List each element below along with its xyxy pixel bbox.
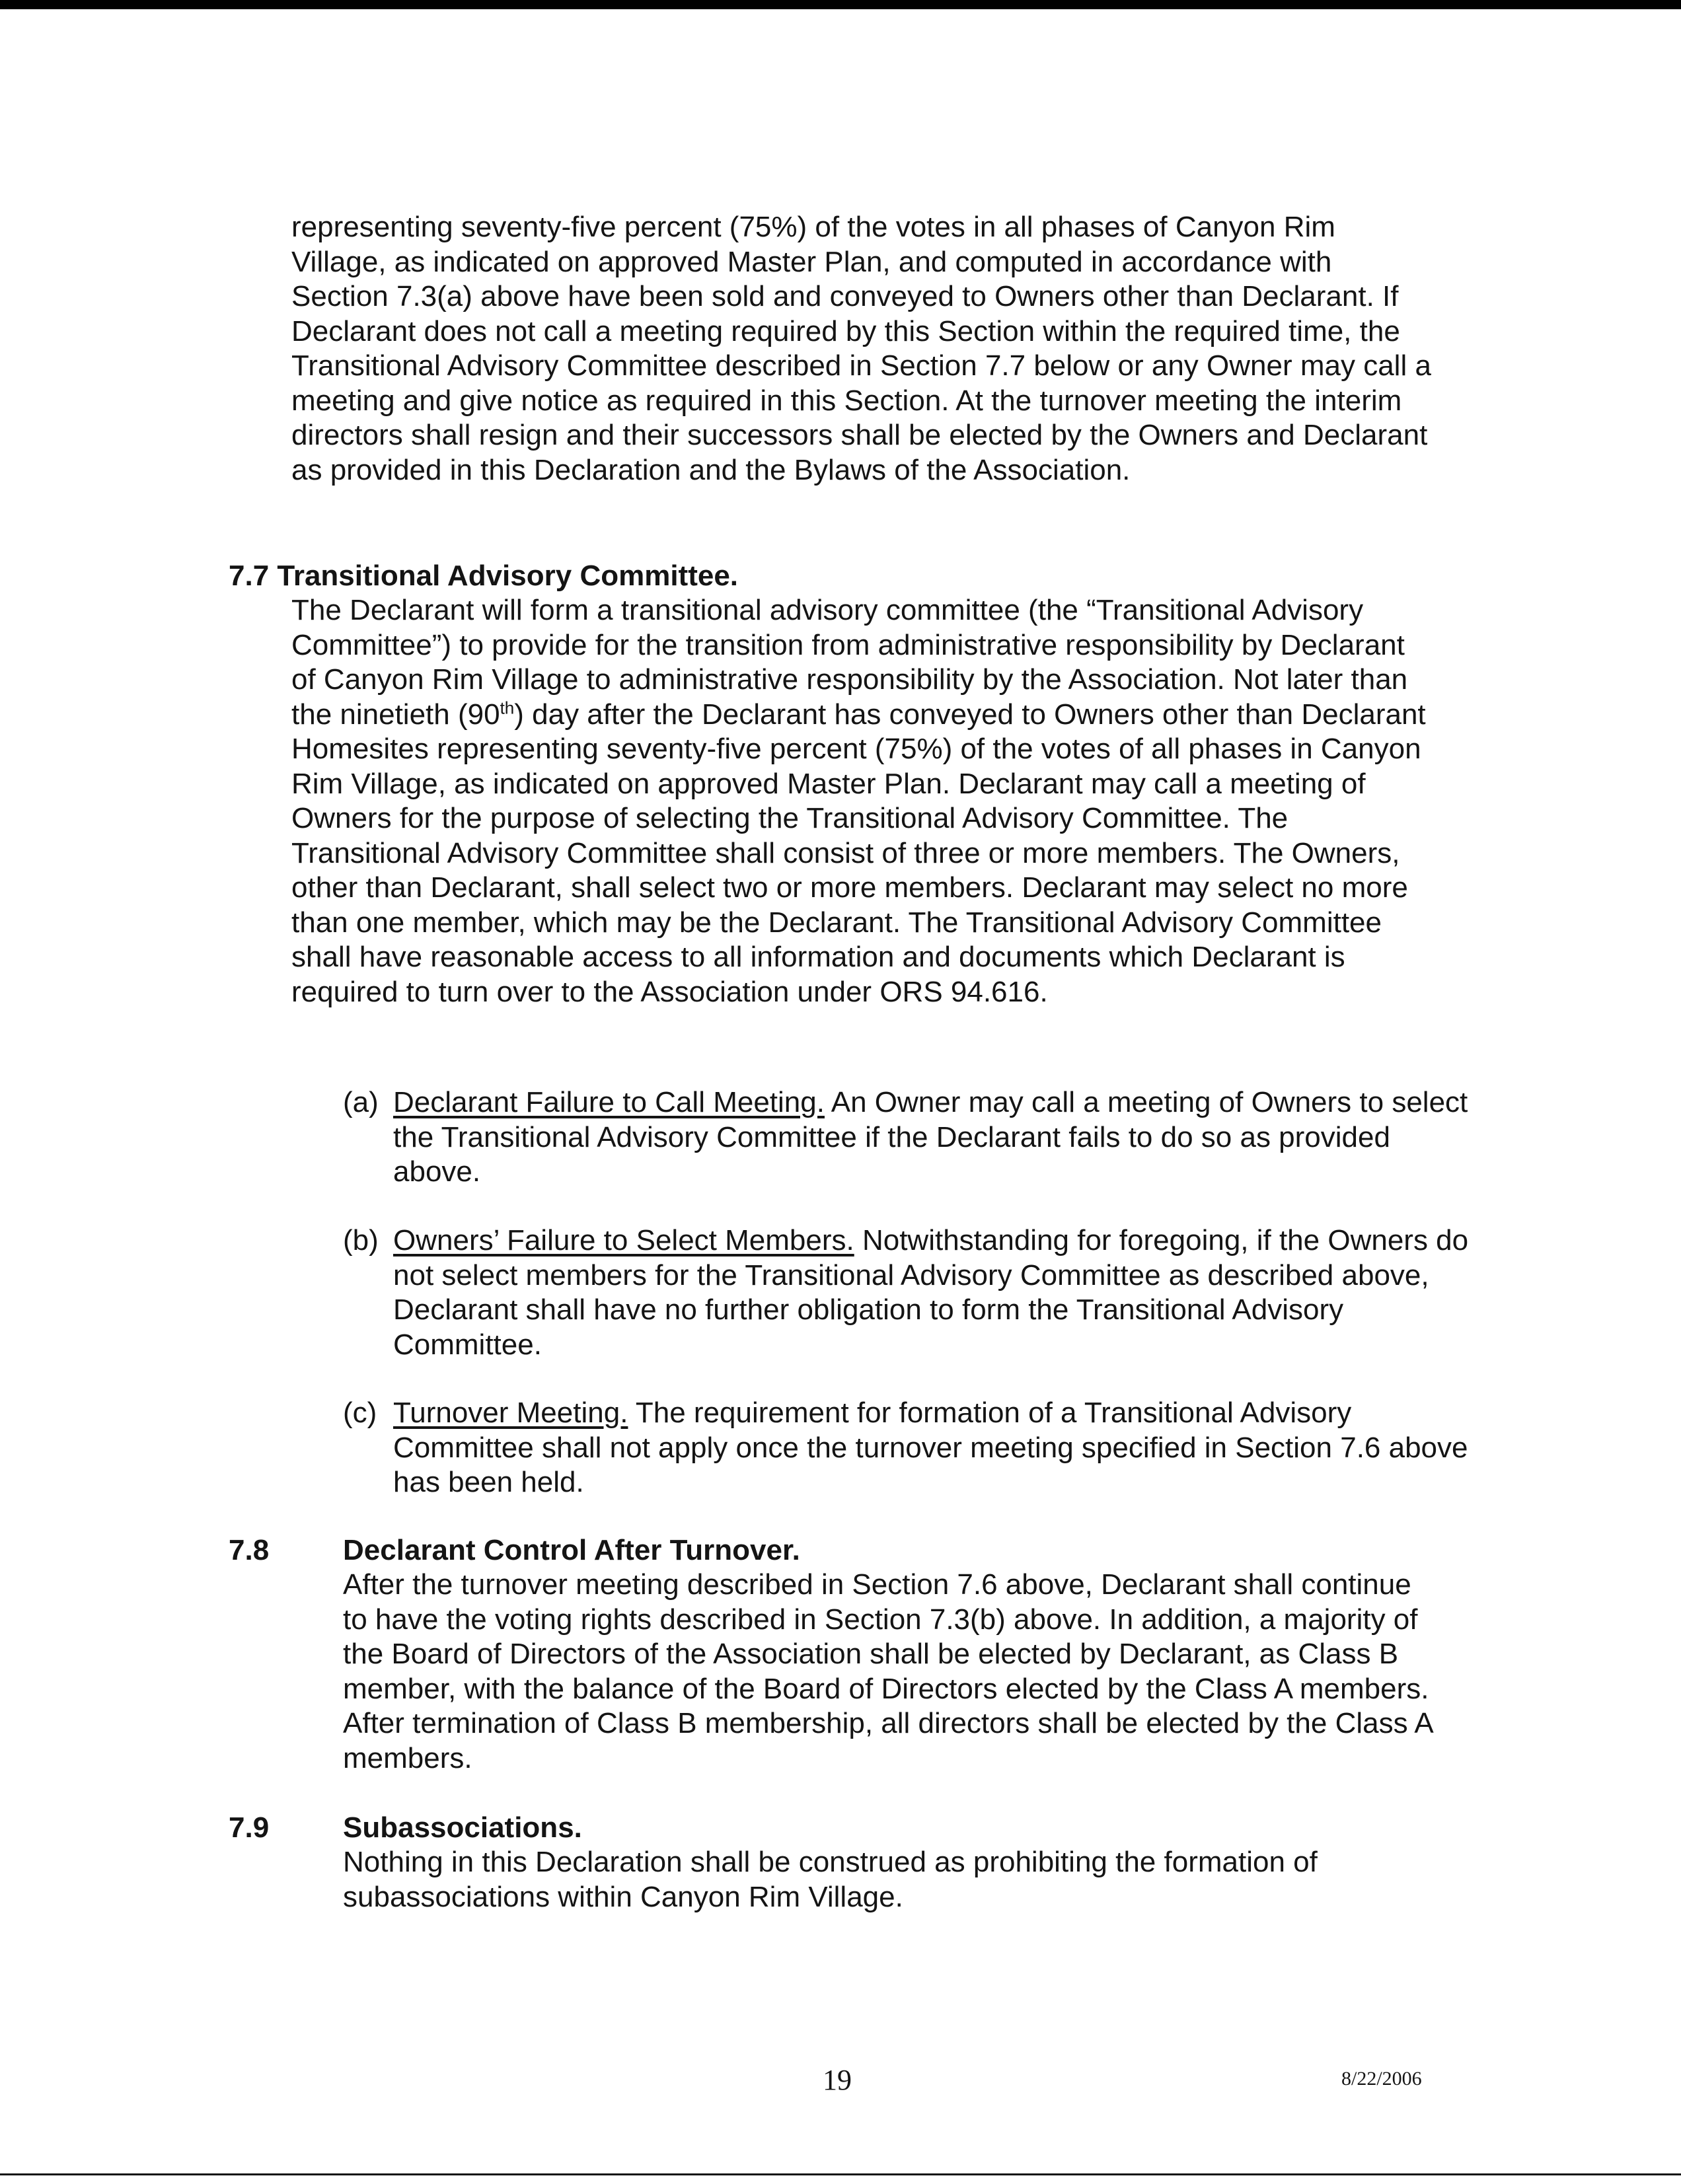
section-7-9-body (343, 1845, 1433, 1914)
item-body (393, 1223, 1477, 1362)
item-title: Owners’ Failure to Select Members. (393, 1224, 854, 1256)
section-7-8-body-text: After the turnover meeting described in Section 7.6 above, Declarant shall continue to have the voting rights described in Section 7.3(b) above. In addition, a majority of the Board of Directors of the Association shall be elected by Declarant, as Class B member, with the balance of the Board of Directors elected by the Class A members. After termination of Class B membership, all directors shall be elected by the Class A members. (343, 1568, 1433, 1774)
continuation-paragraph (291, 210, 1431, 488)
section-7-8-title: Declarant Control After Turnover. (343, 1534, 800, 1566)
item-body (393, 1396, 1477, 1500)
item-text: An Owner may call a meeting of Owners to select the Transitional Advisory Committee if the Declarant fails to do so as provided above. (393, 1086, 1468, 1188)
item-title: Declarant Failure to Call Meeting. (393, 1086, 825, 1118)
continuation-paragraph-text: representing seventy-five percent (75%) of the votes in all phases of Canyon Rim Village, as indicated on approved Master Plan, and computed in accordance with Section 7.3(a) above have been sold and conveyed to Owners other than Declarant. If Declarant does not call a meeting required by this Section within the required time, the Transitional Advisory Committee described in Section 7.7 below or any Owner may call a meeting and give notice as required in this Section. At the turnover meeting the interim directors shall resign and their successors shall be elected by the Owners and Declarant as provided in this Declaration and the Bylaws of the Association. (291, 211, 1431, 486)
section-7-7-heading (229, 559, 1418, 594)
section-7-7-heading-text: 7.7 Transitional Advisory Committee. (229, 560, 739, 592)
footer-date: 8/22/2006 (1341, 2068, 1422, 2090)
scan-edge-top (0, 0, 1681, 9)
item-text: The requirement for formation of a Transitional Advisory Committee shall not apply once the turnover meeting specified in Section 7.6 above has been held. (393, 1397, 1468, 1498)
item-label: (b) (343, 1224, 379, 1256)
page-number: 19 (823, 2064, 852, 2096)
section-7-8-number: 7.8 (229, 1534, 270, 1566)
scan-edge-bottom (0, 2173, 1681, 2175)
item-body (393, 1085, 1477, 1190)
subsection-item-c (343, 1396, 1479, 1502)
subsection-item-a (343, 1085, 1479, 1191)
section-7-9-title: Subassociations. (343, 1811, 582, 1844)
section-7-9-number: 7.9 (229, 1811, 270, 1844)
section-7-7-body-part2: ) day after the Declarant has conveyed to Owners other than Declarant Homesites representing seventy-five percent (75%) of the votes of all phases in Canyon Rim Village, as indicated on approved Master Plan. Declarant may call a meeting of Owners for the purpose of selecting the Transitional Advisory Committee. The Transitional Advisory Committee shall consist of three or more members. The Owners, other than Declarant, shall select two or more members. Declarant may select no more than one member, which may be the Declarant. The Transitional Advisory Committee shall have reasonable access to all information and documents which Declarant is required to turn over to the Association under ORS 94.616. (291, 698, 1426, 1008)
item-label: (c) (343, 1397, 377, 1429)
section-7-9-body-text: Nothing in this Declaration shall be construed as prohibiting the formation of subassociations within Canyon Rim Village. (343, 1846, 1318, 1913)
subsection-item-b (343, 1223, 1479, 1362)
item-title: Turnover Meeting. (393, 1397, 628, 1429)
section-7-8-body (343, 1568, 1433, 1776)
item-label: (a) (343, 1086, 379, 1118)
item-text: Notwithstanding for foregoing, if the Owners do not select members for the Transitional Advisory Committee as described above, Declarant shall have no further obligation to form the Transitional Advisory Committee. (393, 1224, 1469, 1361)
ordinal-superscript: th (500, 697, 515, 717)
section-7-7-body (291, 593, 1431, 1009)
section-7-7-body-part1: The Declarant will form a transitional advisory committee (the “Transitional Advisory Committee”) to provide for the transition from administrative responsibility by Declarant of Canyon Rim Village to administrative responsibility by the Association. Not later than the ninetieth (90 (291, 594, 1408, 731)
